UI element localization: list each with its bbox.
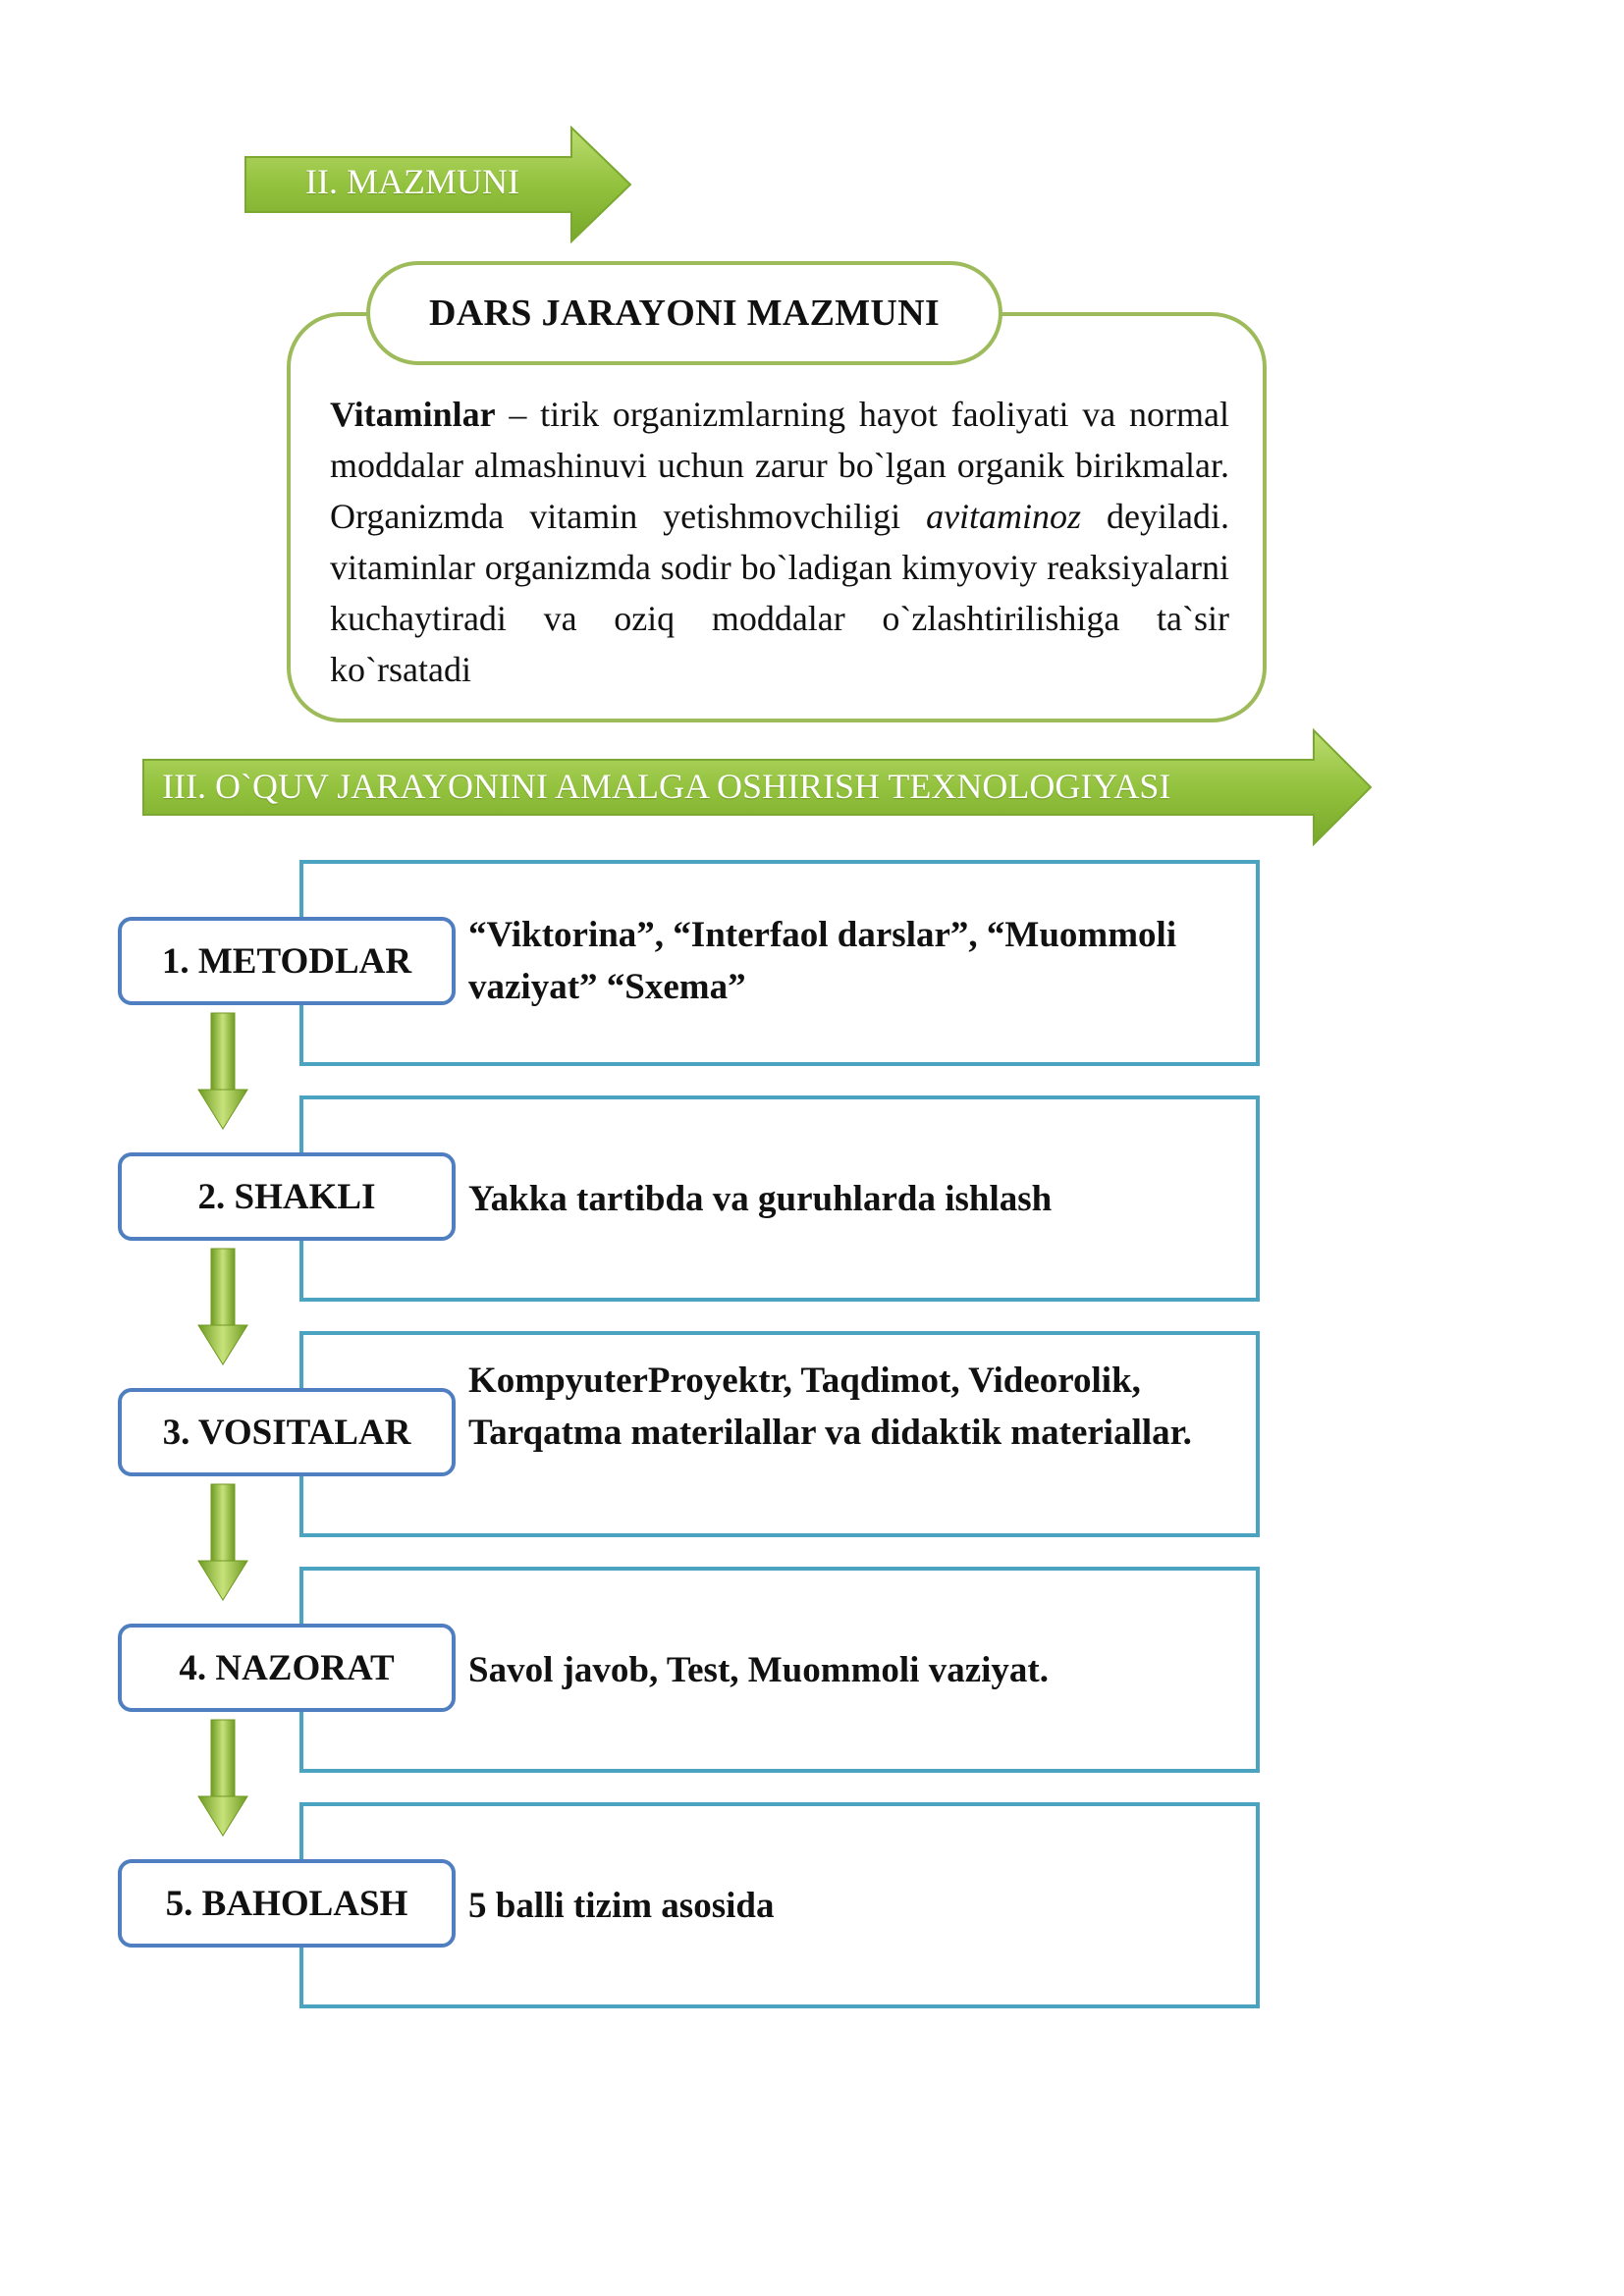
step-label-nazorat: 4. NAZORAT (118, 1624, 456, 1712)
step-text-shakli: Yakka tartibda va guruhlarda ishlash (468, 1179, 1053, 1219)
section-3-title: III. O`QUV JARAYONINI AMALGA OSHIRISH TEXNOLOGIYASI (162, 767, 1171, 806)
down-arrow-icon (196, 1482, 249, 1604)
term-avitaminoz: avitaminoz (926, 497, 1082, 536)
definition-part-1: – tirik organizmlarning hayot faoliyati va normal moddalar almashinuvi uchun zarur bo`lgan organik birikmalar. Organizmda vitamin yetishmovchiligi (330, 395, 1229, 536)
step-label-vositalar: 3. VOSITALAR (118, 1388, 456, 1476)
step-text-nazorat: Savol javob, Test, Muommoli vaziyat. (468, 1650, 1049, 1690)
term-vitaminlar: Vitaminlar (330, 395, 496, 434)
down-arrow-icon (196, 1011, 249, 1133)
section-2-banner (242, 122, 634, 247)
down-arrow-icon (196, 1247, 249, 1368)
section-3-banner (139, 726, 1375, 852)
definition-part-2: deyiladi. vitaminlar organizmda sodir bo`ladigan kimyoviy reaksiyalarni kuchaytiradi va oziq moddalar o`zlashtirilishiga ta`sir ko`rsatadi (330, 497, 1229, 689)
content-box-title: DARS JARAYONI MAZMUNI (366, 261, 1002, 365)
step-text-metodlar: “Viktorina”, “Interfaol darslar”, “Muommoli vaziyat” “Sxema” (468, 915, 1177, 1007)
step-label-baholash: 5. BAHOLASH (118, 1859, 456, 1948)
section-2-title: II. MAZMUNI (305, 162, 519, 201)
step-label-metodlar: 1. METODLAR (118, 917, 456, 1005)
vitamin-definition (330, 389, 1229, 695)
down-arrow-icon (196, 1718, 249, 1840)
step-text-baholash: 5 balli tizim asosida (468, 1886, 775, 1926)
step-label-shakli: 2. SHAKLI (118, 1152, 456, 1241)
step-text-vositalar: KompyuterProyektr, Taqdimot, Videorolik, Tarqatma materilallar va didaktik materiallar. (468, 1361, 1192, 1453)
